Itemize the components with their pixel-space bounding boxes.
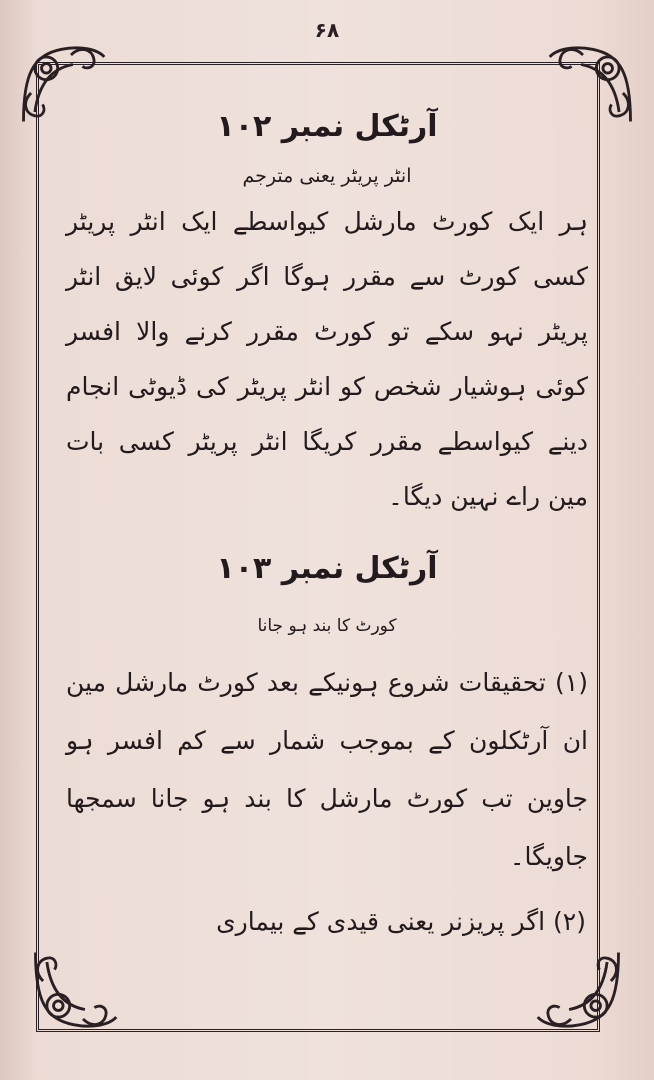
continuation-line: (۲) اگر پریزنر یعنی قیدی کے بیماری — [216, 907, 586, 936]
page-number: ۶۸ — [314, 18, 340, 42]
page-content — [60, 96, 594, 949]
article-103-body: (۱) تحقیقات شروع ہونیکے بعد کورٹ مارشل مین ان آرٹکلون کے بموجب شمار سے کم افسر ہو جاوین تب کورٹ مارشل کا بند ہو جانا سمجھا جاویگا۔ — [66, 668, 588, 871]
corner-ornament-icon — [26, 943, 121, 1038]
corner-ornament-icon — [533, 943, 628, 1038]
article-102-heading: آرٹکل نمبر ۱۰۲ — [216, 109, 438, 144]
article-103-subheading: کورٹ کا بند ہو جانا — [257, 616, 397, 636]
article-102-body: ہر ایک کورٹ مارشل کیواسطے ایک انٹر پریٹر کسی کورٹ سے مقرر ہوگا اگر کوئی لایق انٹر پریٹر نہو سکے تو کورٹ مقرر کرنے والا افسر کوئی ہوشیار شخص کو انٹر پریٹر کی ڈیوٹی انجام دینے کیواسطے مقرر کریگا انٹر پریٹر کسی بات مین راے نہین دیگا۔ — [66, 207, 588, 511]
article-103-heading: آرٹکل نمبر ۱۰۳ — [216, 551, 438, 586]
article-102-subheading: انٹر پریٹر یعنی مترجم — [242, 165, 412, 187]
